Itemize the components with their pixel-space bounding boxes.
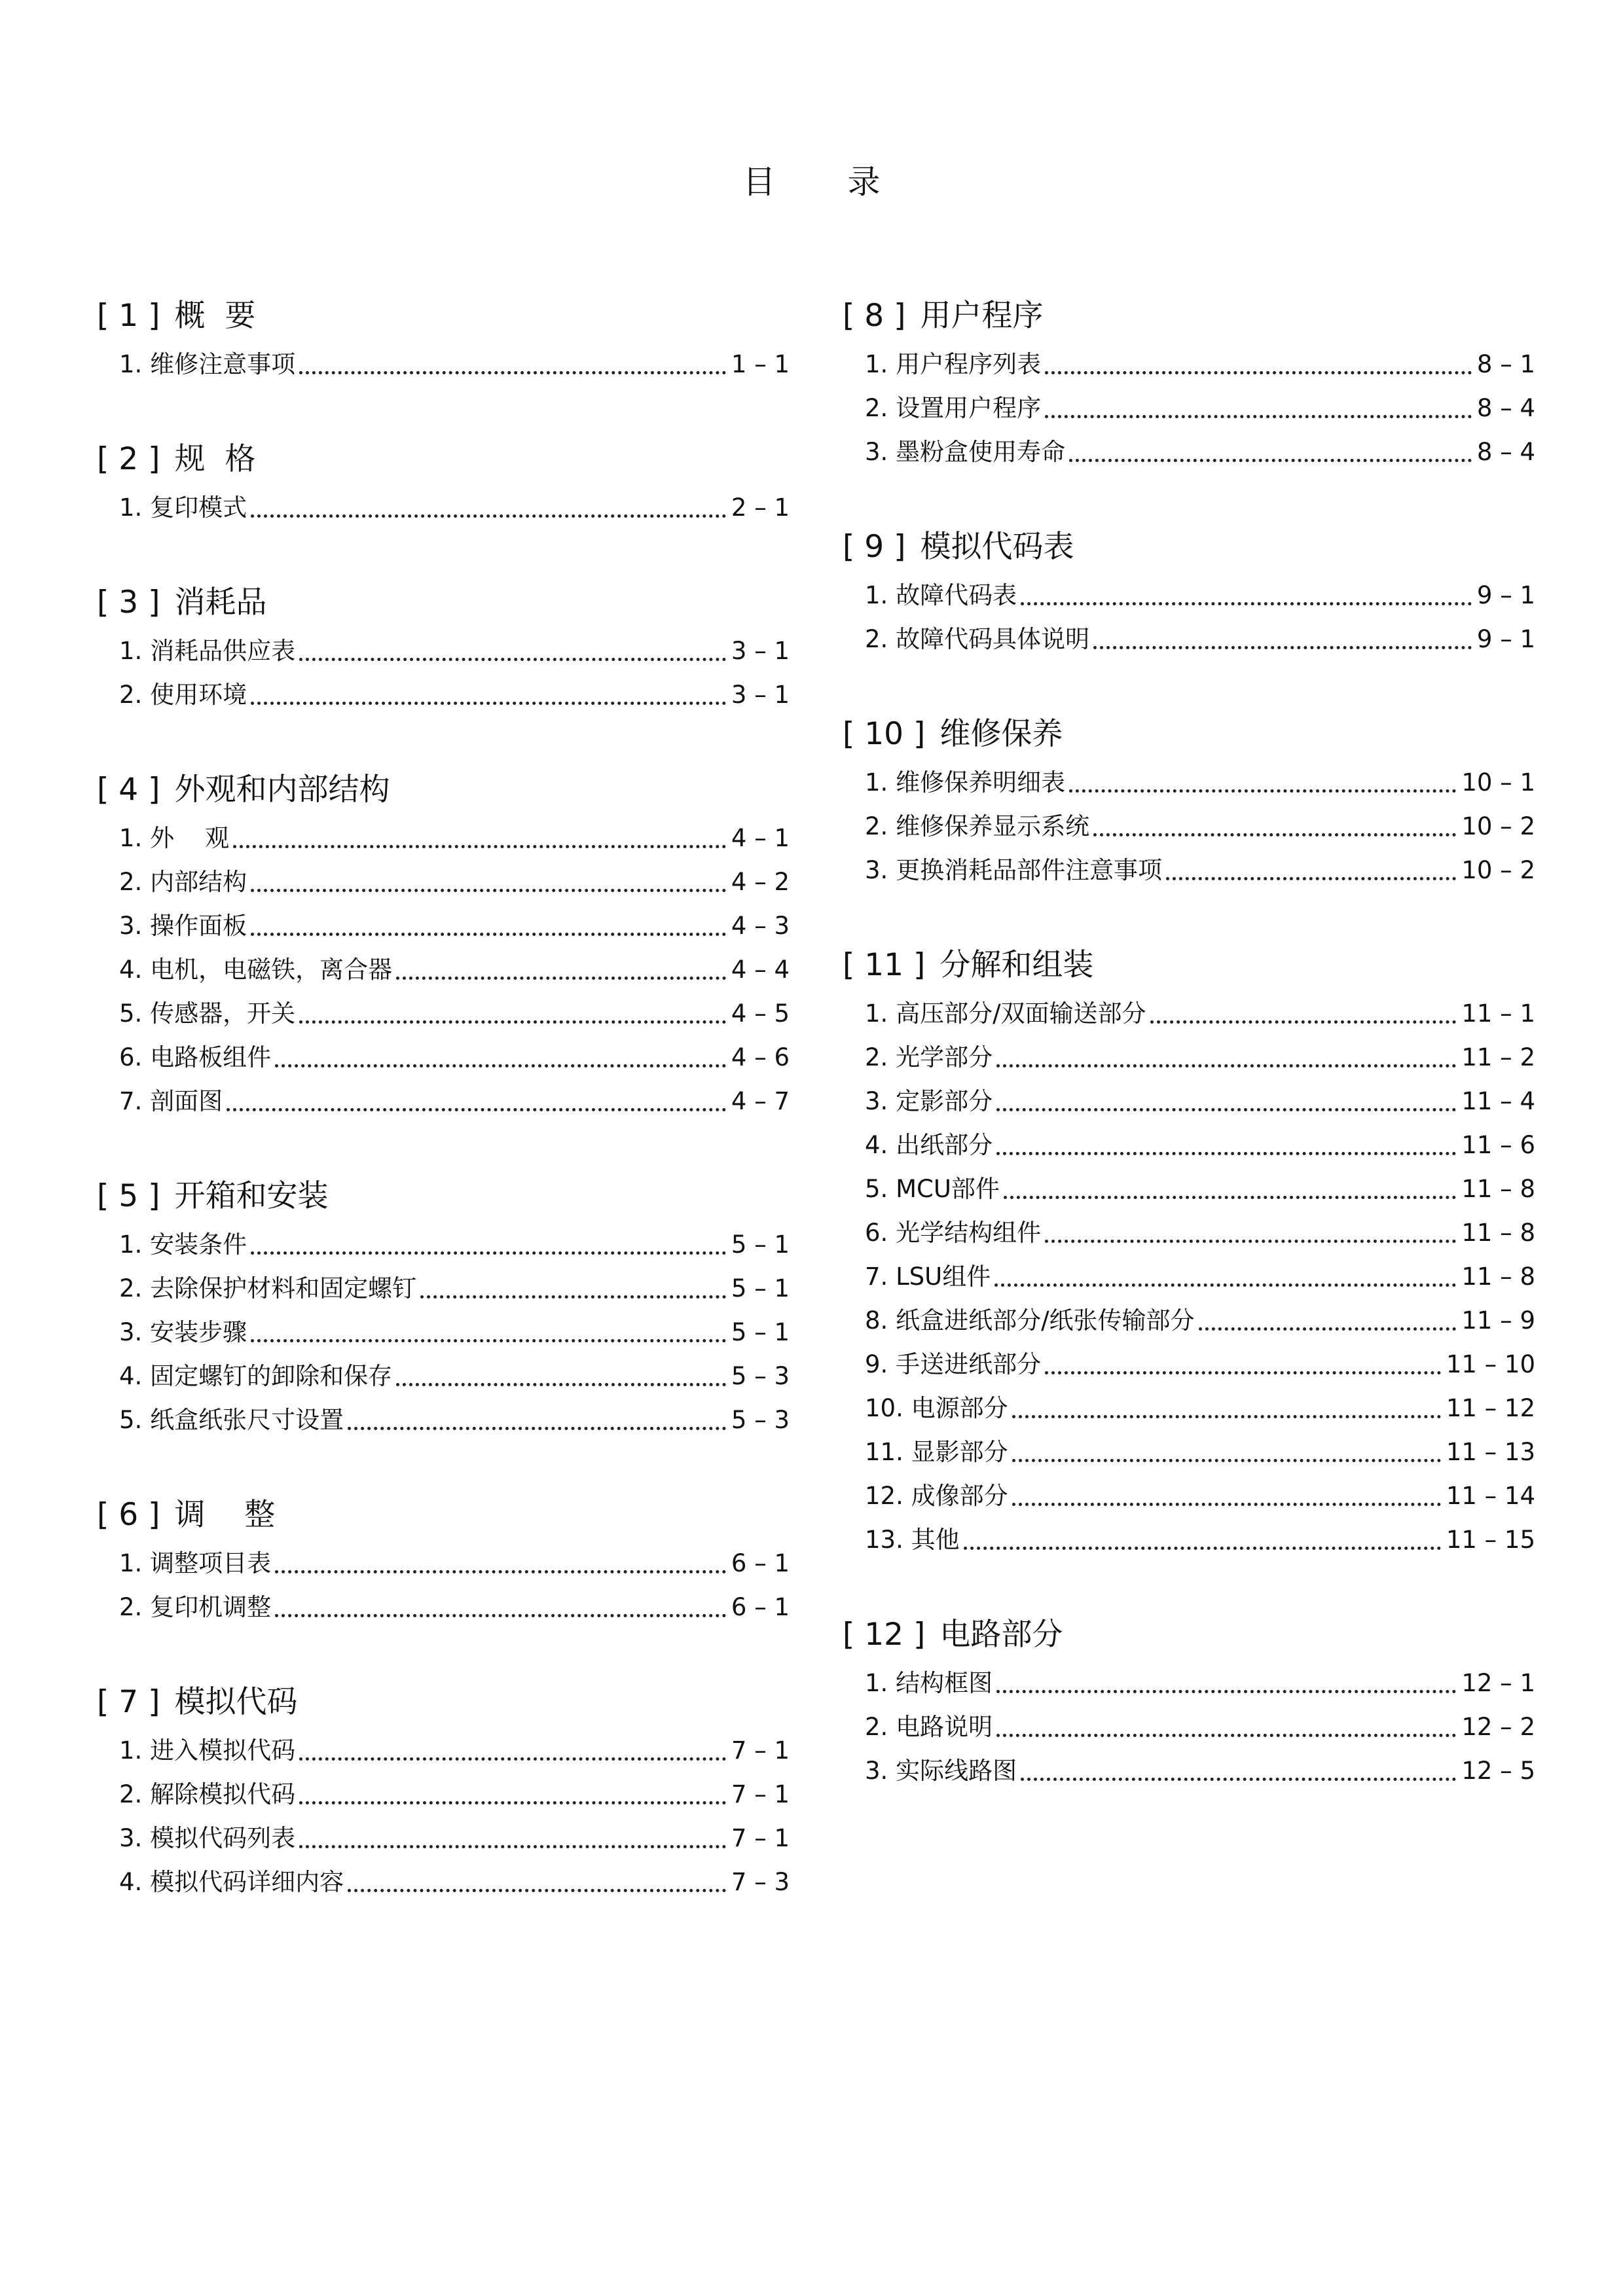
entry-page-number: 11 – 13 bbox=[1446, 1438, 1535, 1466]
entry-page-number: 7 – 1 bbox=[731, 1824, 790, 1852]
dot-leader bbox=[1012, 1474, 1441, 1518]
section-heading bbox=[97, 1178, 790, 1215]
entry-page-number: 11 – 8 bbox=[1461, 1175, 1535, 1203]
toc-entry[interactable] bbox=[865, 1211, 1535, 1255]
entry-label: 3. 定影部分 bbox=[865, 1087, 993, 1115]
dot-leader bbox=[275, 1035, 726, 1079]
dot-leader bbox=[299, 342, 726, 386]
toc-entry[interactable] bbox=[119, 1266, 790, 1310]
entry-page-number: 9 – 1 bbox=[1476, 581, 1535, 609]
entry-page-number: 6 – 1 bbox=[731, 1549, 790, 1577]
entry-label: 1. 外 观 bbox=[119, 824, 230, 852]
section-heading bbox=[843, 1617, 1535, 1653]
entry-label: 10. 电源部分 bbox=[865, 1394, 1008, 1422]
section-heading bbox=[843, 947, 1535, 984]
toc-entry[interactable] bbox=[865, 992, 1535, 1035]
entry-label: 4. 电机，电磁铁，离合器 bbox=[119, 956, 393, 984]
entry-page-number: 7 – 3 bbox=[731, 1868, 790, 1896]
section-title: 用户程序 bbox=[920, 298, 1044, 334]
entry-label: 12. 成像部分 bbox=[865, 1482, 1008, 1510]
section-number: [ 2 ] bbox=[97, 441, 160, 477]
dot-leader bbox=[299, 992, 726, 1035]
entry-label: 2. 内部结构 bbox=[119, 868, 247, 896]
toc-entry[interactable] bbox=[865, 1705, 1535, 1749]
entry-label: 2. 解除模拟代码 bbox=[119, 1780, 296, 1808]
toc-entry[interactable] bbox=[119, 1860, 790, 1904]
toc-entry[interactable] bbox=[119, 1541, 790, 1585]
toc-entry[interactable] bbox=[865, 1430, 1535, 1474]
toc-entry[interactable] bbox=[865, 1661, 1535, 1705]
toc-entry[interactable] bbox=[865, 1299, 1535, 1342]
dot-leader bbox=[964, 1518, 1441, 1562]
entry-label: 1. 维修保养明细表 bbox=[865, 768, 1066, 797]
dot-leader bbox=[1150, 992, 1457, 1035]
entry-page-number: 5 – 3 bbox=[731, 1406, 790, 1434]
section-title: 消耗品 bbox=[174, 584, 267, 620]
section-title: 调 整 bbox=[174, 1497, 276, 1533]
entry-label: 1. 安装条件 bbox=[119, 1230, 247, 1259]
entry-page-number: 10 – 2 bbox=[1461, 812, 1535, 840]
entry-label: 4. 模拟代码详细内容 bbox=[119, 1868, 344, 1896]
dot-leader bbox=[1021, 1749, 1456, 1793]
entry-label: 2. 光学部分 bbox=[865, 1043, 993, 1071]
entry-page-number: 2 – 1 bbox=[731, 493, 790, 522]
entry-page-number: 11 – 10 bbox=[1446, 1350, 1535, 1378]
dot-leader bbox=[348, 1860, 726, 1904]
toc-entry[interactable] bbox=[865, 1167, 1535, 1211]
dot-leader bbox=[1021, 573, 1472, 617]
dot-leader bbox=[1012, 1430, 1441, 1474]
section-title: 规 格 bbox=[174, 441, 256, 477]
dot-leader bbox=[996, 1661, 1456, 1705]
toc-entry[interactable] bbox=[865, 761, 1535, 804]
dot-leader bbox=[251, 904, 726, 948]
section-title: 分解和组装 bbox=[939, 947, 1094, 983]
entry-page-number: 7 – 1 bbox=[731, 1780, 790, 1808]
entry-page-number: 9 – 1 bbox=[1476, 625, 1535, 653]
section-heading bbox=[97, 772, 790, 808]
entry-page-number: 11 – 1 bbox=[1461, 999, 1535, 1028]
dot-leader bbox=[996, 1079, 1456, 1123]
entry-page-number: 5 – 1 bbox=[731, 1318, 790, 1346]
entry-label: 1. 调整项目表 bbox=[119, 1549, 272, 1577]
entry-label: 8. 纸盒进纸部分/纸张传输部分 bbox=[865, 1306, 1195, 1335]
entry-label: 1. 维修注意事项 bbox=[119, 350, 296, 378]
toc-section bbox=[97, 1497, 790, 1629]
toc-entry[interactable] bbox=[119, 1729, 790, 1772]
title-char-2: 录 bbox=[847, 163, 881, 201]
dot-leader bbox=[1045, 1342, 1441, 1386]
toc-entry[interactable] bbox=[119, 1310, 790, 1354]
section-number: [ 3 ] bbox=[97, 584, 160, 620]
toc-entry[interactable] bbox=[119, 1585, 790, 1629]
entry-page-number: 3 – 1 bbox=[731, 637, 790, 665]
section-number: [ 9 ] bbox=[843, 529, 906, 565]
entry-label: 5. 传感器，开关 bbox=[119, 999, 296, 1028]
entry-page-number: 11 – 8 bbox=[1461, 1263, 1535, 1291]
toc-section bbox=[97, 441, 790, 529]
entry-page-number: 4 – 1 bbox=[731, 824, 790, 852]
entry-page-number: 11 – 8 bbox=[1461, 1219, 1535, 1247]
entry-page-number: 3 – 1 bbox=[731, 681, 790, 709]
toc-entry[interactable] bbox=[865, 1342, 1535, 1386]
section-heading bbox=[97, 1497, 790, 1534]
dot-leader bbox=[348, 1398, 726, 1442]
entry-label: 5. 纸盒纸张尺寸设置 bbox=[119, 1406, 344, 1434]
entry-page-number: 4 – 6 bbox=[731, 1043, 790, 1071]
dot-leader bbox=[996, 1035, 1456, 1079]
entry-label: 11. 显影部分 bbox=[865, 1438, 1008, 1466]
dot-leader bbox=[996, 1705, 1456, 1749]
toc-entry[interactable] bbox=[119, 948, 790, 992]
entry-label: 2. 维修保养显示系统 bbox=[865, 812, 1090, 840]
entry-label: 1. 复印模式 bbox=[119, 493, 247, 522]
section-title: 电路部分 bbox=[939, 1617, 1063, 1653]
section-heading bbox=[97, 298, 790, 334]
section-heading bbox=[843, 716, 1535, 753]
toc-entry[interactable] bbox=[865, 1474, 1535, 1518]
dot-leader bbox=[420, 1266, 726, 1310]
toc-entry[interactable] bbox=[865, 1123, 1535, 1167]
dot-leader bbox=[1069, 761, 1456, 804]
dot-leader bbox=[299, 1772, 726, 1816]
section-heading bbox=[843, 529, 1535, 565]
toc-section bbox=[97, 584, 790, 717]
entry-page-number: 5 – 1 bbox=[731, 1230, 790, 1259]
entry-label: 2. 电路说明 bbox=[865, 1713, 993, 1741]
section-title: 外观和内部结构 bbox=[174, 772, 390, 808]
toc-entry[interactable] bbox=[119, 342, 790, 386]
entry-label: 2. 设置用户程序 bbox=[865, 394, 1042, 422]
entry-label: 3. 墨粉盒使用寿命 bbox=[865, 438, 1066, 466]
section-title: 模拟代码 bbox=[174, 1684, 298, 1720]
section-title: 维修保养 bbox=[939, 716, 1063, 752]
dot-leader bbox=[1004, 1167, 1456, 1211]
entry-label: 1. 高压部分/双面输送部分 bbox=[865, 999, 1146, 1028]
entry-page-number: 11 – 2 bbox=[1461, 1043, 1535, 1071]
toc-entry[interactable] bbox=[865, 1518, 1535, 1562]
entry-page-number: 11 – 15 bbox=[1446, 1526, 1535, 1554]
entry-page-number: 4 – 4 bbox=[731, 956, 790, 984]
section-number: [ 8 ] bbox=[843, 298, 906, 334]
entry-label: 7. 剖面图 bbox=[119, 1087, 223, 1115]
toc-section bbox=[97, 298, 790, 386]
toc-entry[interactable] bbox=[865, 386, 1535, 430]
toc-entry[interactable] bbox=[865, 430, 1535, 474]
section-number: [ 10 ] bbox=[843, 716, 926, 752]
toc-column-right bbox=[843, 298, 1535, 1848]
entry-label: 5. MCU部件 bbox=[865, 1175, 1000, 1203]
dot-leader bbox=[299, 1729, 726, 1772]
entry-page-number: 12 – 2 bbox=[1461, 1713, 1535, 1741]
dot-leader bbox=[1045, 342, 1472, 386]
entry-label: 9. 手送进纸部分 bbox=[865, 1350, 1042, 1378]
toc-entry[interactable] bbox=[119, 629, 790, 673]
toc-entry[interactable] bbox=[119, 860, 790, 904]
dot-leader bbox=[396, 948, 726, 992]
entry-page-number: 1 – 1 bbox=[731, 350, 790, 378]
dot-leader bbox=[275, 1541, 726, 1585]
dot-leader bbox=[1093, 804, 1456, 848]
entry-page-number: 4 – 7 bbox=[731, 1087, 790, 1115]
dot-leader bbox=[1045, 1211, 1456, 1255]
toc-entry[interactable] bbox=[119, 904, 790, 948]
page-title bbox=[0, 162, 1623, 202]
toc-column-left bbox=[97, 298, 790, 1959]
entry-label: 7. LSU组件 bbox=[865, 1263, 991, 1291]
entry-label: 3. 更换消耗品部件注意事项 bbox=[865, 856, 1163, 884]
toc-entry[interactable] bbox=[865, 1079, 1535, 1123]
entry-label: 4. 固定螺钉的卸除和保存 bbox=[119, 1362, 393, 1390]
entry-label: 2. 去除保护材料和固定螺钉 bbox=[119, 1274, 417, 1302]
section-number: [ 4 ] bbox=[97, 772, 160, 808]
toc-entry[interactable] bbox=[119, 1079, 790, 1123]
entry-label: 4. 出纸部分 bbox=[865, 1131, 993, 1159]
section-number: [ 5 ] bbox=[97, 1178, 160, 1214]
entry-label: 3. 模拟代码列表 bbox=[119, 1824, 296, 1852]
entry-page-number: 4 – 5 bbox=[731, 999, 790, 1028]
toc-entry[interactable] bbox=[119, 1035, 790, 1079]
dot-leader bbox=[275, 1585, 726, 1629]
toc-entry[interactable] bbox=[119, 1398, 790, 1442]
entry-page-number: 8 – 1 bbox=[1476, 350, 1535, 378]
section-number: [ 11 ] bbox=[843, 947, 926, 983]
section-number: [ 6 ] bbox=[97, 1497, 160, 1533]
entry-label: 13. 其他 bbox=[865, 1526, 960, 1554]
toc-entry[interactable] bbox=[119, 1816, 790, 1860]
toc-entry[interactable] bbox=[119, 816, 790, 860]
entry-label: 1. 故障代码表 bbox=[865, 581, 1017, 609]
toc-section bbox=[843, 529, 1535, 661]
entry-page-number: 11 – 6 bbox=[1461, 1131, 1535, 1159]
entry-page-number: 4 – 2 bbox=[731, 868, 790, 896]
entry-label: 3. 实际线路图 bbox=[865, 1757, 1017, 1785]
dot-leader bbox=[1199, 1299, 1457, 1342]
section-heading bbox=[97, 584, 790, 621]
dot-leader bbox=[227, 1079, 726, 1123]
entry-page-number: 11 – 9 bbox=[1461, 1306, 1535, 1335]
toc-section bbox=[843, 1617, 1535, 1793]
entry-label: 1. 消耗品供应表 bbox=[119, 637, 296, 665]
entry-page-number: 12 – 1 bbox=[1461, 1669, 1535, 1697]
dot-leader bbox=[251, 1223, 726, 1266]
entry-page-number: 12 – 5 bbox=[1461, 1757, 1535, 1785]
dot-leader bbox=[299, 629, 726, 673]
dot-leader bbox=[251, 1310, 726, 1354]
section-heading bbox=[97, 1684, 790, 1721]
entry-page-number: 11 – 14 bbox=[1446, 1482, 1535, 1510]
entry-label: 3. 安装步骤 bbox=[119, 1318, 247, 1346]
section-title: 概 要 bbox=[174, 298, 256, 334]
entry-label: 2. 故障代码具体说明 bbox=[865, 625, 1090, 653]
entry-page-number: 7 – 1 bbox=[731, 1736, 790, 1765]
dot-leader bbox=[396, 1354, 726, 1398]
entry-label: 6. 电路板组件 bbox=[119, 1043, 272, 1071]
toc-entry[interactable] bbox=[865, 1035, 1535, 1079]
dot-leader bbox=[1069, 430, 1472, 474]
section-number: [ 1 ] bbox=[97, 298, 160, 334]
toc-section bbox=[843, 298, 1535, 474]
entry-page-number: 4 – 3 bbox=[731, 912, 790, 940]
entry-label: 1. 结构框图 bbox=[865, 1669, 993, 1697]
section-title: 模拟代码表 bbox=[920, 529, 1074, 565]
entry-page-number: 8 – 4 bbox=[1476, 438, 1535, 466]
section-number: [ 12 ] bbox=[843, 1617, 926, 1653]
entry-label: 6. 光学结构组件 bbox=[865, 1219, 1042, 1247]
toc-section bbox=[97, 772, 790, 1123]
entry-page-number: 10 – 2 bbox=[1461, 856, 1535, 884]
entry-page-number: 11 – 12 bbox=[1446, 1394, 1535, 1422]
entry-page-number: 5 – 1 bbox=[731, 1274, 790, 1302]
title-char-1: 目 bbox=[742, 163, 776, 201]
toc-entry[interactable] bbox=[865, 804, 1535, 848]
entry-label: 3. 操作面板 bbox=[119, 912, 247, 940]
dot-leader bbox=[1166, 848, 1456, 892]
toc-section bbox=[843, 947, 1535, 1562]
toc-entry[interactable] bbox=[119, 992, 790, 1035]
toc-entry[interactable] bbox=[865, 1386, 1535, 1430]
entry-page-number: 10 – 1 bbox=[1461, 768, 1535, 797]
entry-label: 2. 复印机调整 bbox=[119, 1593, 272, 1621]
section-heading bbox=[97, 441, 790, 478]
entry-page-number: 5 – 3 bbox=[731, 1362, 790, 1390]
toc-entry[interactable] bbox=[865, 617, 1535, 661]
toc-entry[interactable] bbox=[865, 848, 1535, 892]
section-title: 开箱和安装 bbox=[174, 1178, 329, 1214]
toc-section bbox=[97, 1684, 790, 1904]
entry-label: 1. 进入模拟代码 bbox=[119, 1736, 296, 1765]
toc-entry[interactable] bbox=[119, 1354, 790, 1398]
toc-entry[interactable] bbox=[119, 1223, 790, 1266]
toc-entry[interactable] bbox=[119, 1772, 790, 1816]
dot-leader bbox=[299, 1816, 726, 1860]
dot-leader bbox=[251, 486, 726, 529]
toc-entry[interactable] bbox=[865, 342, 1535, 386]
toc-entry[interactable] bbox=[865, 573, 1535, 617]
entry-label: 1. 用户程序列表 bbox=[865, 350, 1042, 378]
toc-entry[interactable] bbox=[865, 1255, 1535, 1299]
entry-page-number: 11 – 4 bbox=[1461, 1087, 1535, 1115]
entry-page-number: 6 – 1 bbox=[731, 1593, 790, 1621]
dot-leader bbox=[996, 1123, 1456, 1167]
toc-entry[interactable] bbox=[119, 673, 790, 717]
toc-section bbox=[843, 716, 1535, 892]
entry-page-number: 8 – 4 bbox=[1476, 394, 1535, 422]
dot-leader bbox=[994, 1255, 1456, 1299]
entry-label: 2. 使用环境 bbox=[119, 681, 247, 709]
toc-entry[interactable] bbox=[119, 486, 790, 529]
dot-leader bbox=[233, 816, 726, 860]
dot-leader bbox=[1093, 617, 1472, 661]
toc-entry[interactable] bbox=[865, 1749, 1535, 1793]
section-number: [ 7 ] bbox=[97, 1684, 160, 1720]
dot-leader bbox=[1045, 386, 1472, 430]
toc-section bbox=[97, 1178, 790, 1442]
dot-leader bbox=[251, 860, 726, 904]
section-heading bbox=[843, 298, 1535, 334]
dot-leader bbox=[251, 673, 726, 717]
dot-leader bbox=[1012, 1386, 1441, 1430]
